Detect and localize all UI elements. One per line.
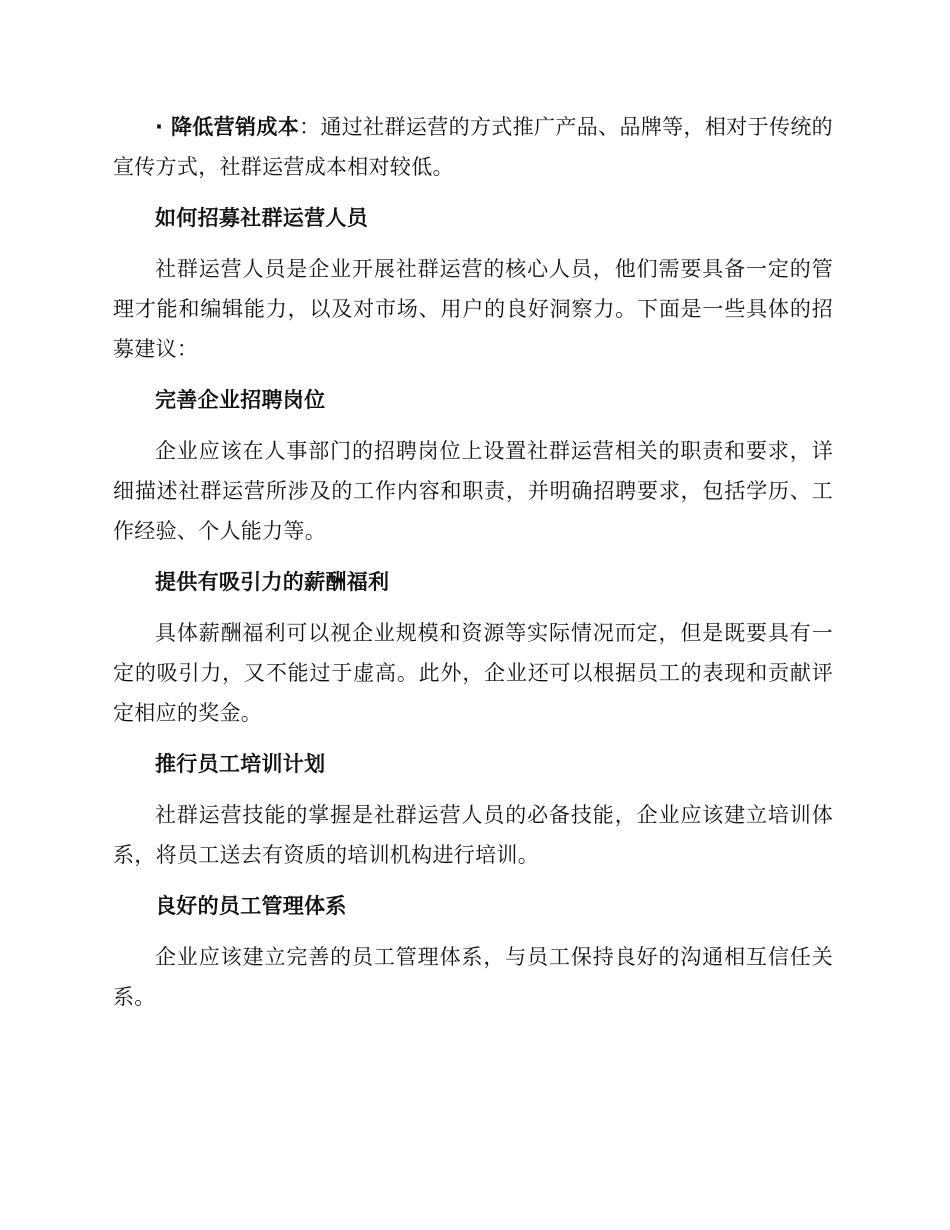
section-heading-positions: 完善企业招聘岗位 bbox=[155, 388, 326, 412]
section-heading-recruit: 如何招募社群运营人员 bbox=[155, 206, 368, 230]
section-body-salary: 具体薪酬福利可以视企业规模和资源等实际情况而定，但是既要具有一定的吸引力，又不能过于虚高。此外，企业还可以根据员工的表现和贡献评定相应的奖金。 bbox=[113, 621, 833, 725]
bullet-text: ：通过社群运营的方式推广产品、品牌等，相对于传统的宣传方式，社群运营成本相对较低。 bbox=[113, 115, 833, 179]
document-page bbox=[113, 107, 833, 1028]
bullet-lead: · 降低营销成本 bbox=[155, 115, 300, 139]
section-body-training: 社群运营技能的掌握是社群运营人员的必备技能，企业应该建立培训体系，将员工送去有资质的培训机构进行培训。 bbox=[113, 803, 833, 867]
section-body-management: 企业应该建立完善的员工管理体系，与员工保持良好的沟通相互信任关系。 bbox=[113, 945, 833, 1009]
section-heading-training: 推行员工培训计划 bbox=[155, 752, 326, 776]
section-body-positions: 企业应该在人事部门的招聘岗位上设置社群运营相关的职责和要求，详细描述社群运营所涉及的工作内容和职责，并明确招聘要求，包括学历、工作经验、个人能力等。 bbox=[113, 439, 833, 543]
bullet-paragraph bbox=[113, 107, 833, 187]
section-heading-management: 良好的员工管理体系 bbox=[155, 894, 347, 918]
section-heading-salary: 提供有吸引力的薪酬福利 bbox=[155, 570, 390, 594]
section-body-recruit: 社群运营人员是企业开展社群运营的核心人员，他们需要具备一定的管理才能和编辑能力，以及对市场、用户的良好洞察力。下面是一些具体的招募建议： bbox=[113, 257, 833, 361]
